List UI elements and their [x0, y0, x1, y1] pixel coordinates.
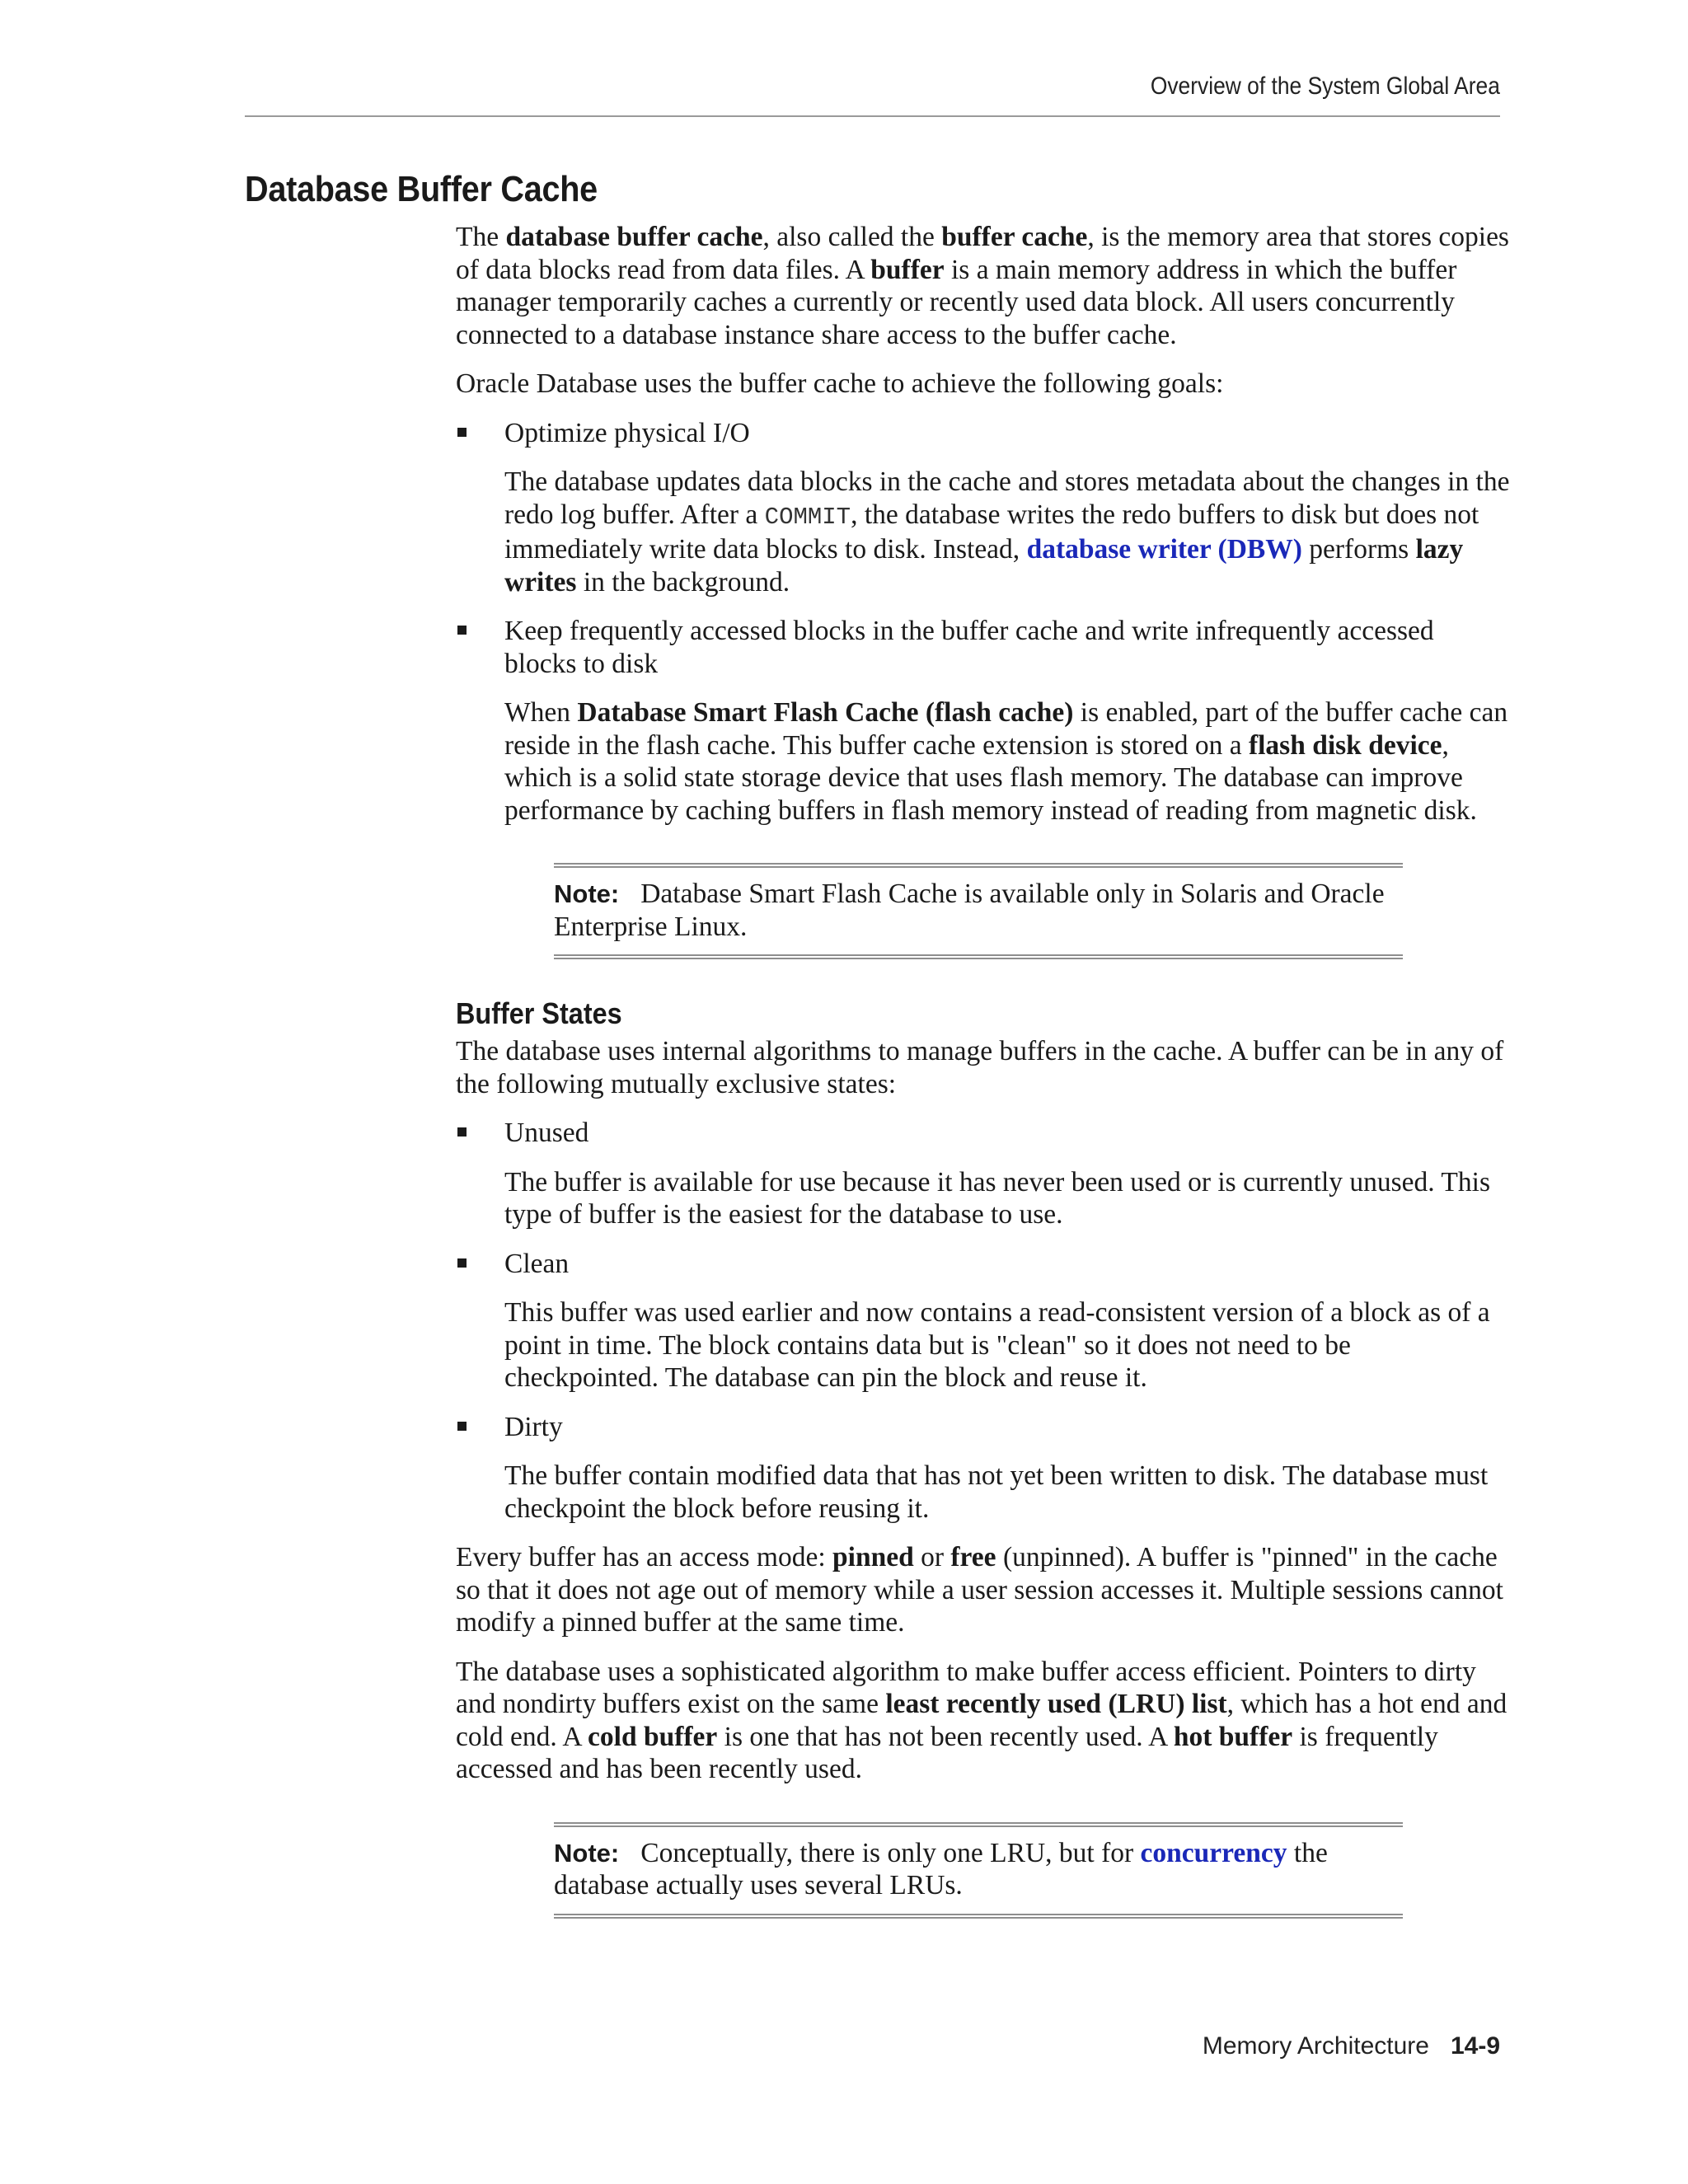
page-number: 14-9	[1450, 2032, 1500, 2060]
text-run: is frequently accessed and has been recently used.	[456, 1721, 1438, 1784]
text-run: performs	[1301, 534, 1416, 565]
term-free: free	[950, 1542, 996, 1572]
term-pinned: pinned	[832, 1542, 914, 1572]
intro-paragraph	[456, 221, 1511, 351]
page-footer	[1203, 2032, 1500, 2060]
text-run: , the database writes the redo buffers to disk but does not immediately write data blocks to disk. Instead,	[504, 499, 1479, 565]
list-item-state	[456, 1411, 1511, 1444]
square-bullet-icon	[457, 1258, 467, 1268]
running-header	[245, 73, 1500, 117]
code-commit: COMMIT	[764, 503, 851, 531]
text-run: The	[456, 222, 506, 252]
link-database-writer[interactable]: database writer (DBW)	[1026, 534, 1302, 565]
text-run: or	[913, 1542, 951, 1572]
note-text: Conceptually, there is only one LRU, but for	[640, 1837, 1141, 1868]
text-run: in the background.	[576, 566, 790, 598]
running-header-title: Overview of the System Global Area	[1150, 73, 1500, 100]
term-cold-buffer: cold buffer	[588, 1721, 718, 1752]
goals-intro: Oracle Database uses the buffer cache to achieve the following goals:	[456, 368, 1224, 399]
text-run: is one that has not been recently used. A	[717, 1721, 1174, 1752]
text-run: , also called the	[762, 222, 942, 252]
term-database-buffer-cache: database buffer cache	[505, 222, 763, 252]
square-bullet-icon	[457, 1422, 467, 1431]
note-text: Database Smart Flash Cache is available only in Solaris and Oracle Enterprise Linux.	[554, 879, 1385, 942]
states-intro: The database uses internal algorithms to manage buffers in the cache. A buffer can be in any of the following mutually exclusive states:	[456, 1036, 1504, 1099]
state-label: Unused	[504, 1118, 589, 1148]
goal-description	[456, 696, 1511, 827]
term-lru-list: least recently used (LRU) list	[885, 1689, 1227, 1719]
list-item-state	[456, 1117, 1511, 1150]
note-box	[554, 863, 1403, 959]
term-buffer-cache: buffer cache	[941, 222, 1088, 252]
list-item-state	[456, 1248, 1511, 1281]
note-text: the database actually uses several LRUs.	[554, 1837, 1328, 1900]
term-flash-cache: Database Smart Flash Cache (flash cache)	[577, 697, 1074, 728]
list-item-goal	[456, 417, 1511, 450]
term-hot-buffer: hot buffer	[1173, 1721, 1293, 1752]
text-run: The database uses a sophisticated algorithm to make buffer access efficient. Pointers to dirty and nondirty buffers exist on the same	[456, 1656, 1476, 1719]
square-bullet-icon	[457, 626, 467, 635]
text-run: Every buffer has an access mode:	[456, 1542, 833, 1572]
state-description: This buffer was used earlier and now contains a read-consistent version of a block as of a point in time. The block contains data but is "clean" so it does not need to be checkpointed. The database can pin the block and reuse it.	[504, 1297, 1490, 1393]
text-run: , which has a hot end and cold end. A	[456, 1689, 1507, 1752]
note-label: Note:	[554, 879, 620, 908]
term-buffer: buffer	[870, 254, 945, 285]
footer-chapter: Memory Architecture	[1202, 2032, 1429, 2060]
goal-label: Optimize physical I/O	[504, 417, 750, 448]
square-bullet-icon	[457, 1127, 467, 1137]
access-mode-paragraph	[456, 1541, 1511, 1639]
note-box	[554, 1822, 1403, 1919]
text-run: , is the memory area that stores copies of data blocks read from data files. A	[456, 222, 1509, 285]
subsection-title: Buffer States	[456, 996, 622, 1030]
goal-description	[456, 466, 1511, 598]
goal-label: Keep frequently accessed blocks in the buffer cache and write infrequently accessed blocks to disk	[504, 616, 1434, 679]
section-title: Database Buffer Cache	[245, 169, 598, 209]
state-label: Dirty	[504, 1411, 563, 1442]
term-lazy-writes: lazy writes	[504, 534, 1464, 598]
text-run: When	[504, 697, 578, 728]
state-description: The buffer contain modified data that has not yet been written to disk. The database must checkpoint the block before reusing it.	[504, 1460, 1489, 1524]
text-run: is a main memory address in which the buffer manager temporarily caches a currently or recently used data block. All users concurrently connected to a database instance share access to the buffer cache.	[456, 254, 1457, 350]
list-item-goal	[456, 615, 1511, 680]
square-bullet-icon	[457, 428, 467, 437]
text-run: The database updates data blocks in the cache and stores metadata about the changes in the redo log buffer. After a	[504, 466, 1510, 530]
state-label: Clean	[504, 1248, 570, 1279]
note-label: Note:	[554, 1838, 620, 1868]
state-description: The buffer is available for use because it has never been used or is currently unused. This type of buffer is the easiest for the database to use.	[504, 1166, 1490, 1230]
body-column	[456, 221, 1511, 1955]
text-run: (unpinned). A buffer is "pinned" in the cache so that it does not age out of memory while a user session accesses it. Multiple sessions cannot modify a pinned buffer at the same time.	[456, 1542, 1503, 1638]
lru-paragraph	[456, 1656, 1511, 1786]
text-run: is enabled, part of the buffer cache can reside in the flash cache. This buffer cache extension is stored on a	[504, 697, 1508, 761]
link-concurrency[interactable]: concurrency	[1140, 1837, 1287, 1868]
term-flash-disk-device: flash disk device	[1248, 729, 1442, 761]
text-run: , which is a solid state storage device that uses flash memory. The database can improve performance by caching buffers in flash memory instead of reading from magnetic disk.	[504, 729, 1477, 826]
